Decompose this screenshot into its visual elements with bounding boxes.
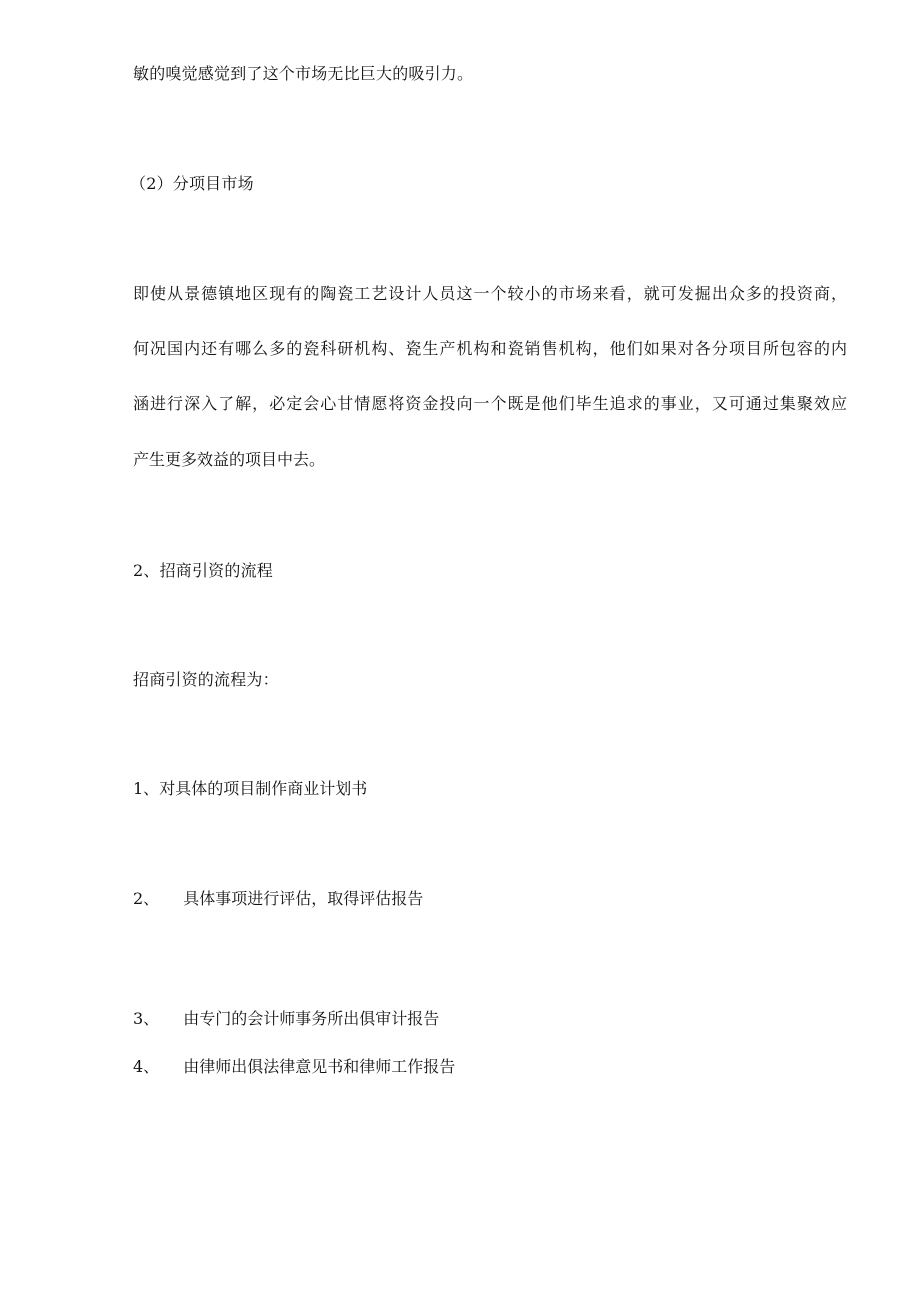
step-text: 对具体的项目制作商业计划书 (159, 779, 368, 798)
step-text: 具体事项进行评估，取得评估报告 (183, 889, 424, 908)
list-item (133, 1009, 439, 1029)
list-item (133, 1057, 455, 1077)
step-text: 由专门的会计师事务所出俱审计报告 (183, 1009, 440, 1028)
step-number: 1、 (133, 779, 160, 798)
intro-line: 敏的嗅觉感觉到了这个市场无比巨大的吸引力。 (133, 64, 474, 83)
paragraph-line: 何况国内还有哪么多的瓷科研机构、瓷生产机构和瓷销售机构，他们如果对各分项目所包容的内 (133, 339, 847, 358)
section-heading: 2、招商引资的流程 (133, 561, 273, 580)
paragraph-line: 产生更多效益的项目中去。 (133, 450, 326, 469)
paragraph-line: 即使从景德镇地区现有的陶瓷工艺设计人员这一个较小的市场来看，就可发掘出众多的投资商， (133, 284, 847, 303)
paragraph-line: 涵进行深入了解，必定会心甘情愿将资金投向一个既是他们毕生追求的事业，又可通过集聚效应 (133, 394, 847, 413)
step-number: 4、 (133, 1057, 160, 1076)
subheading-market: （2）分项目市场 (130, 174, 254, 193)
step-number: 3、 (133, 1009, 160, 1028)
step-text: 由律师出俱法律意见书和律师工作报告 (183, 1057, 456, 1076)
list-item (133, 779, 367, 799)
list-item (133, 889, 423, 909)
process-intro: 招商引资的流程为： (133, 670, 279, 689)
step-number: 2、 (133, 889, 160, 908)
